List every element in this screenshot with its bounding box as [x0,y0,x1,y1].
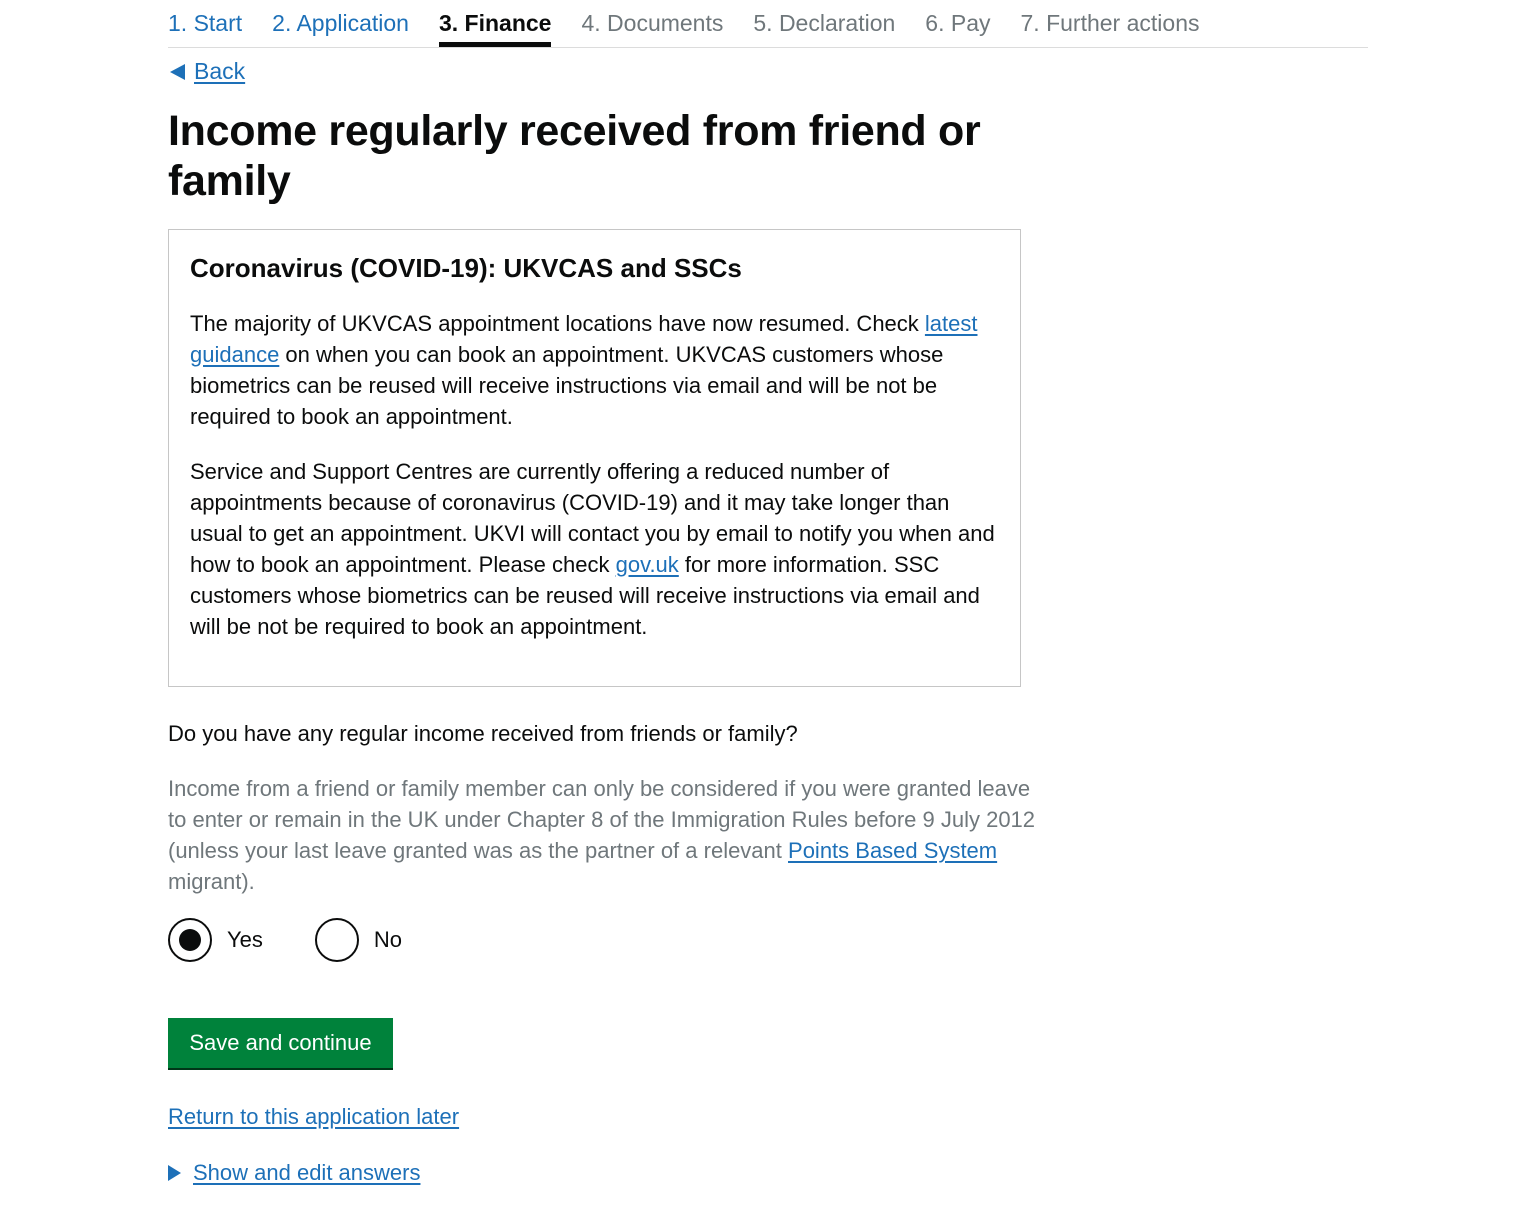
step-navigation [168,0,1368,48]
notice-p2-text-before: Service and Support Centres are currently offering a reduced number of appointments because of coronavirus (COVID-19) and it may take longer than usual to get an appointment. UKVI will contact you by email to notify you when and how to book an appointment. Please check [190,459,995,577]
notice-paragraph-ssc [190,456,1000,642]
notice-p2-text-after: for more information. SSC customers whose biometrics can be reused will receive instructions via email and will be not be required to book an appointment. [190,552,980,639]
radio-yes-circle[interactable] [168,918,212,962]
step-start[interactable]: 1. Start [168,10,243,36]
radio-no[interactable] [315,918,402,962]
page-title: Income regularly received from friend or family [168,107,981,205]
back-link-container[interactable] [170,58,245,85]
radio-no-circle[interactable] [315,918,359,962]
step-application[interactable]: 2. Application [272,10,409,36]
gov-uk-link[interactable]: gov.uk [615,552,679,577]
radio-selected-dot-icon [179,929,201,951]
step-further-actions: 7. Further actions [1020,10,1200,36]
question-label: Do you have any regular income received from friends or family? [168,721,798,746]
expand-triangle-icon [168,1165,181,1181]
hint-text-after: migrant). [168,869,255,894]
show-edit-answers-toggle[interactable] [168,1157,420,1188]
notice-p1-text-after: on when you can book an appointment. UKVCAS customers whose biometrics can be reused will receive instructions via email and will be not be required to book an appointment. [190,342,944,429]
radio-yes[interactable] [168,918,263,962]
step-declaration: 5. Declaration [753,10,896,36]
covid-notice [168,229,1021,687]
show-edit-answers-link[interactable]: Show and edit answers [193,1160,421,1185]
return-later-link[interactable]: Return to this application later [168,1104,460,1129]
points-based-system-link[interactable]: Points Based System [788,838,998,863]
step-finance-current: 3. Finance [439,0,551,47]
notice-p1-text-before: The majority of UKVCAS appointment locations have now resumed. Check [190,311,925,336]
income-radio-group [168,918,454,962]
step-documents: 4. Documents [581,10,724,36]
back-arrow-icon [170,64,185,80]
radio-yes-label[interactable]: Yes [227,927,263,952]
notice-heading: Coronavirus (COVID-19): UKVCAS and SSCs [190,253,742,283]
save-and-continue-button[interactable]: Save and continue [168,1018,393,1068]
hint-text-before: Income from a friend or family member can only be considered if you were granted leave to enter or remain in the UK under Chapter 8 of the Immigration Rules before 9 July 2012 (unless your last leave granted was as the partner of a relevant [168,776,1036,863]
radio-no-label[interactable]: No [373,927,403,952]
notice-paragraph-ukvcas [190,308,1000,432]
question-hint [168,773,1038,897]
latest-guidance-link[interactable]: latest guidance [190,311,978,367]
back-link[interactable]: Back [194,58,246,84]
step-pay: 6. Pay [925,10,991,36]
